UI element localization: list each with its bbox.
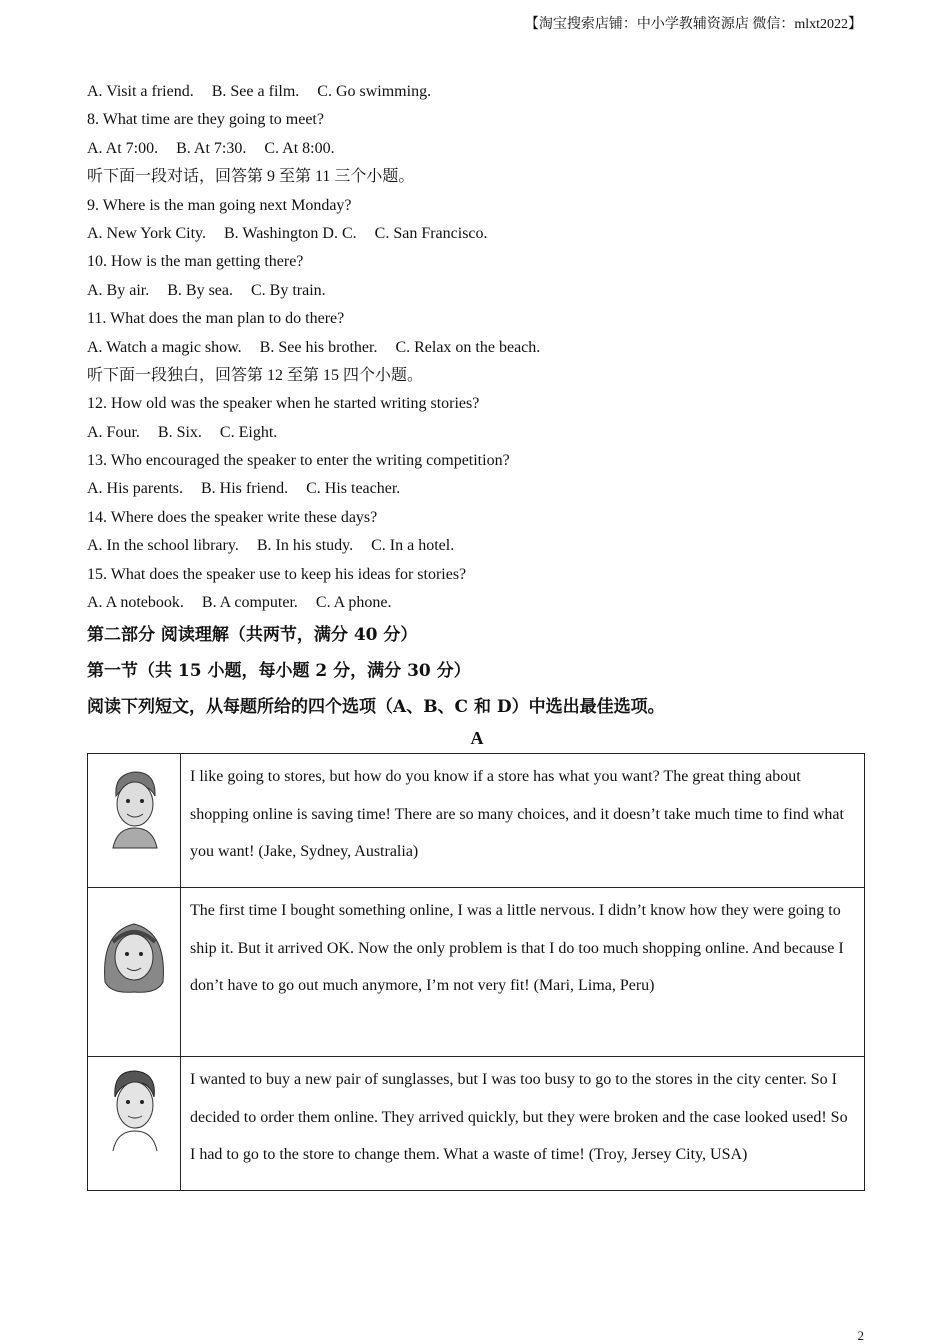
- option-c: C. San Francisco.: [374, 224, 488, 242]
- passage-text: The first time I bought something online, I was a little nervous. I didn’t know how they were going to ship it. But it arrived OK. Now the only problem is that I do too much shopping online. And because I don’t have to go out much anymore, I’m not very fit! (Mari, Lima, Peru): [181, 888, 865, 1057]
- option-c: C. Go swimming.: [317, 83, 432, 100]
- instruction-12-15: 听下面一段独白，回答第 12 至第 15 四个小题。: [87, 366, 424, 384]
- header-watermark: 【淘宝搜索店铺：中小学教辅资源店 微信：mlxt2022】: [524, 17, 862, 32]
- reading-instruction: 阅读下列短文，从每题所给的四个选项（A、B、C 和 D）中选出最佳选项。: [87, 697, 665, 718]
- question-14: 14. Where does the speaker write these days?: [87, 508, 378, 526]
- option-c: C. Eight.: [219, 423, 278, 441]
- table-row: [88, 1057, 865, 1191]
- option-b: B. See a film.: [211, 83, 300, 100]
- option-c: C. In a hotel.: [371, 537, 455, 555]
- q8-options: [87, 135, 867, 163]
- avatar-cell: [88, 1057, 181, 1191]
- question-8: 8. What time are they going to meet?: [87, 111, 324, 129]
- option-b: B. Six.: [157, 423, 202, 441]
- option-c: C. By train.: [251, 281, 326, 299]
- option-a: A. In the school library.: [87, 537, 239, 555]
- option-a: A. Four.: [87, 423, 140, 441]
- option-a: A. A notebook.: [87, 594, 184, 612]
- question-10: 10. How is the man getting there?: [87, 253, 304, 271]
- option-b: B. A computer.: [201, 594, 298, 612]
- avatar-cell: [88, 754, 181, 888]
- question-13: 13. Who encouraged the speaker to enter the writing competition?: [87, 452, 510, 470]
- option-b: B. At 7:30.: [176, 139, 247, 157]
- option-b: B. See his brother.: [259, 338, 378, 356]
- q14-options: [87, 532, 867, 560]
- q9-options: [87, 220, 867, 248]
- option-a: A. By air.: [87, 281, 150, 299]
- option-c: C. At 8:00.: [264, 139, 335, 157]
- q13-options: [87, 475, 867, 503]
- girl-avatar-icon: [97, 912, 171, 1007]
- passage-table: [87, 753, 865, 1191]
- question-11: 11. What does the man plan to do there?: [87, 310, 345, 328]
- section-one-title: 第一节（共 15 小题，每小题 2 分，满分 30 分）: [87, 661, 471, 682]
- page-content: [87, 78, 867, 1191]
- option-a: A. His parents.: [87, 480, 183, 498]
- option-a: A. Watch a magic show.: [87, 338, 242, 356]
- question-15: 15. What does the speaker use to keep his ideas for stories?: [87, 565, 467, 583]
- option-c: C. His teacher.: [306, 480, 401, 498]
- passage-text: I wanted to buy a new pair of sunglasses, but I was too busy to go to the stores in the city center. So I decided to order them online. They arrived quickly, but they were broken and the case looked used! So I had to go to the store to change them. What a waste of time! (Troy, Jersey City, USA): [181, 1057, 865, 1191]
- instruction-9-11: 听下面一段对话，回答第 9 至第 11 三个小题。: [87, 168, 415, 186]
- q11-options: [87, 334, 867, 362]
- boy-avatar-icon: [99, 766, 169, 856]
- question-9: 9. Where is the man going next Monday?: [87, 196, 352, 214]
- option-c: C. A phone.: [315, 594, 392, 612]
- q10-options: [87, 277, 867, 305]
- passage-text: I like going to stores, but how do you know if a store has what you want? The great thing about shopping online is saving time! There are so many choices, and it doesn’t take much time to find what you want! (Jake, Sydney, Australia): [181, 754, 865, 888]
- option-a: A. Visit a friend.: [87, 83, 194, 100]
- avatar-cell: [88, 888, 181, 1057]
- man-avatar-icon: [99, 1065, 169, 1155]
- option-b: B. His friend.: [200, 480, 289, 498]
- part-two-title: 第二部分 阅读理解（共两节，满分 40 分）: [87, 625, 418, 646]
- option-b: B. By sea.: [167, 281, 233, 299]
- q15-options: [87, 589, 867, 617]
- page-number: 2: [857, 1328, 864, 1343]
- table-row: [88, 888, 865, 1057]
- option-a: A. New York City.: [87, 224, 206, 242]
- option-c: C. Relax on the beach.: [395, 338, 541, 356]
- passage-label: A: [470, 728, 484, 749]
- q12-options: [87, 419, 867, 447]
- q7-options: [87, 78, 867, 106]
- option-b: B. Washington D. C.: [223, 224, 357, 242]
- option-b: B. In his study.: [256, 537, 354, 555]
- question-12: 12. How old was the speaker when he started writing stories?: [87, 395, 480, 413]
- table-row: [88, 754, 865, 888]
- option-a: A. At 7:00.: [87, 139, 159, 157]
